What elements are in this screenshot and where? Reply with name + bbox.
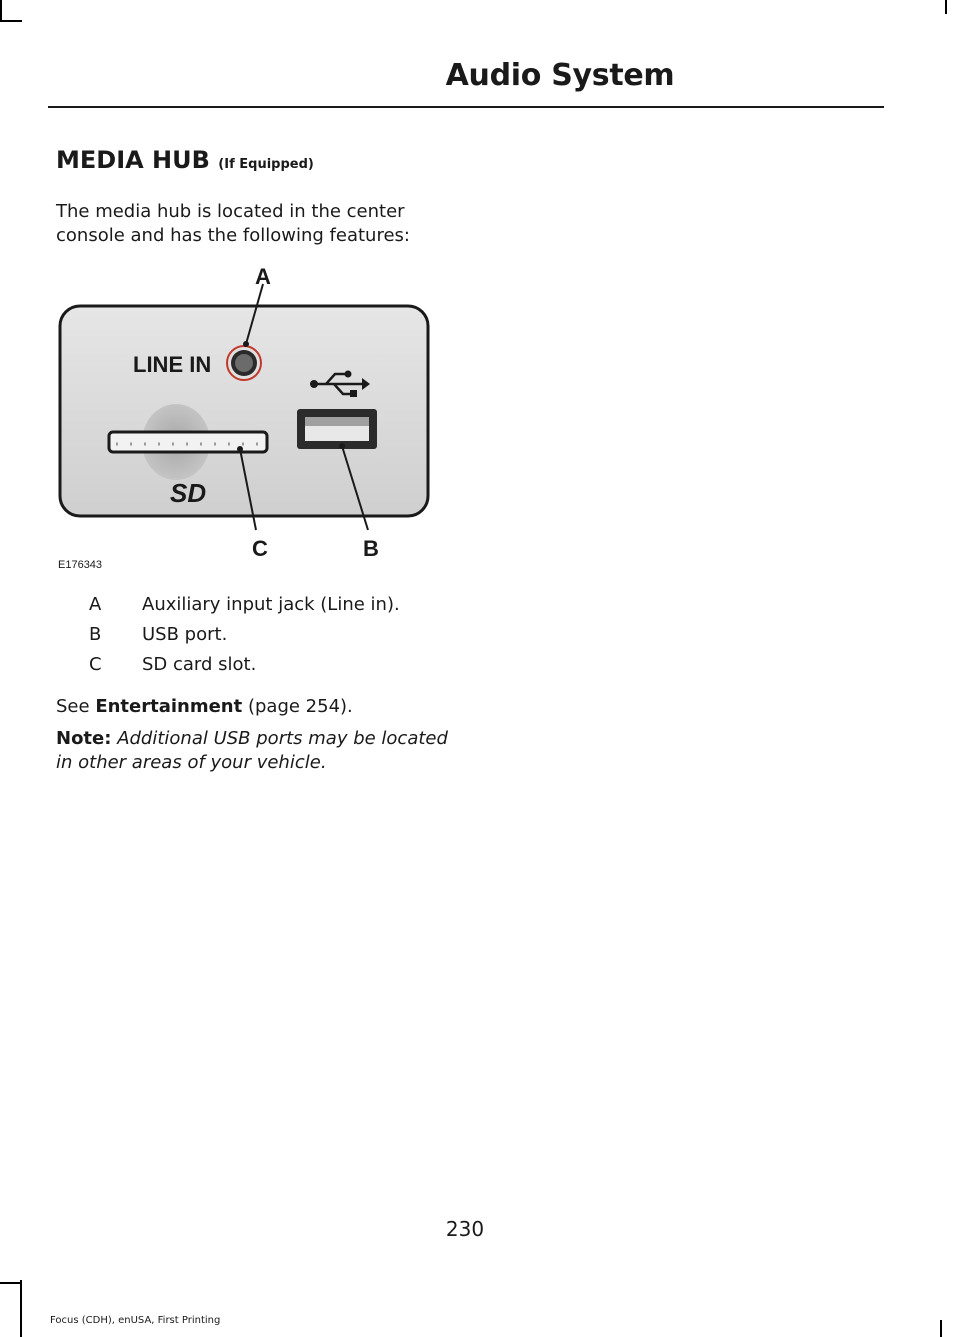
page-number: 230 [445, 1217, 485, 1241]
legend-row [56, 654, 456, 684]
crop-mark [0, 1282, 22, 1284]
intro-paragraph: The media hub is located in the center console and has the following features: [56, 201, 410, 246]
crop-mark [20, 1280, 22, 1337]
legend-key: C [89, 654, 102, 675]
see-also-reference [56, 696, 353, 717]
callout-b-label: B [363, 536, 379, 561]
see-also-prefix: See [56, 696, 90, 717]
crop-mark [0, 0, 2, 22]
figure-id: E176343 [58, 559, 103, 571]
crop-mark [0, 20, 22, 22]
section-title-text: MEDIA HUB [56, 146, 210, 174]
legend-text: USB port. [142, 624, 228, 645]
legend-text: Auxiliary input jack (Line in). [142, 594, 400, 615]
entertainment-link[interactable]: Entertainment [95, 696, 243, 717]
callout-a-label: A [255, 264, 271, 289]
sd-logo: SD [170, 478, 207, 508]
figure-legend [56, 594, 456, 684]
note-label: Note: [56, 728, 112, 749]
line-in-label: LINE IN [133, 352, 212, 377]
legend-key: A [89, 594, 102, 615]
legend-row [56, 624, 456, 654]
callout-c-label: C [252, 536, 268, 561]
section-title [56, 146, 314, 174]
legend-key: B [89, 624, 102, 645]
page-header-title: Audio System [445, 58, 675, 93]
note-paragraph [56, 727, 456, 775]
see-also-page: (page 254). [247, 696, 353, 717]
sd-card-slot [109, 432, 267, 452]
legend-row [56, 594, 456, 624]
legend-text: SD card slot. [142, 654, 257, 675]
media-hub-figure [56, 262, 436, 572]
footer-text: Focus (CDH), enUSA, First Printing [50, 1315, 221, 1326]
note-text: Additional USB ports may be located in other areas of your vehicle. [56, 728, 448, 773]
header-rule [48, 106, 884, 108]
crop-mark [940, 1320, 942, 1337]
crop-mark [945, 0, 947, 14]
section-qualifier: (If Equipped) [218, 157, 314, 172]
